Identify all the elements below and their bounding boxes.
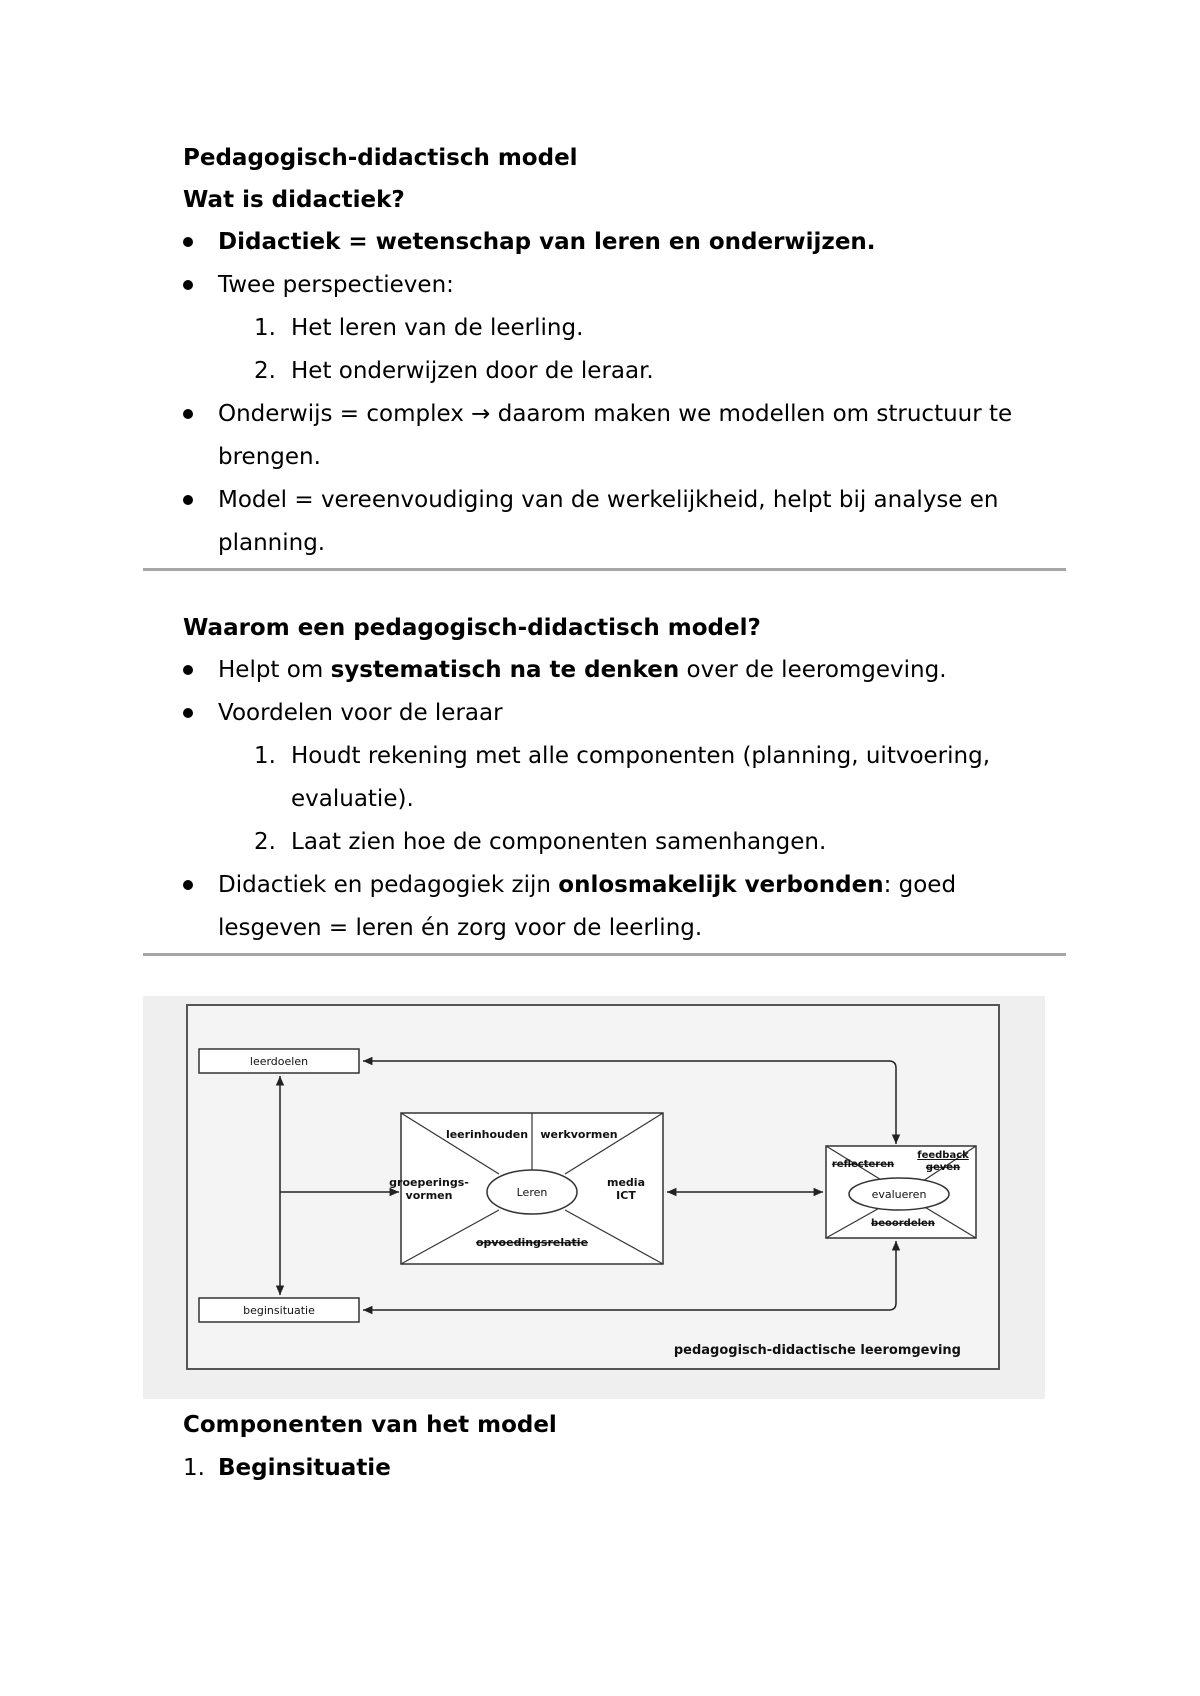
werkvormen-label: werkvormen [540, 1128, 618, 1141]
text-run: Didactiek en pedagogiek zijn [218, 872, 559, 898]
list-number: 2. [254, 358, 276, 384]
list-number: 1. [254, 315, 276, 341]
list-item: Voordelen voor de leraar [218, 700, 503, 726]
groeperingsvormen-label-2: vormen [405, 1189, 453, 1202]
bullet-icon [183, 708, 193, 718]
text-run: : goed [883, 872, 957, 898]
text-run-bold: onlosmakelijk verbonden [558, 872, 884, 898]
list-item-continuation: planning. [218, 530, 326, 556]
beoordelen-label: beoordelen [871, 1218, 935, 1229]
page-title: Pedagogisch-didactisch model [183, 145, 578, 171]
leerinhouden-label: leerinhouden [445, 1128, 529, 1141]
bullet-icon [183, 280, 193, 290]
diagram-caption: pedagogisch-didactische leeromgeving [673, 1343, 961, 1358]
list-number: 1. [183, 1455, 205, 1481]
list-item-continuation: evaluatie). [291, 786, 414, 812]
section-heading-didactiek: Wat is didactiek? [183, 187, 405, 213]
list-item [218, 654, 947, 686]
bullet-icon [183, 237, 193, 247]
reflecteren-label: reflecteren [831, 1159, 895, 1170]
media-label: media [607, 1176, 645, 1189]
bullet-icon [183, 409, 193, 419]
section-heading-waarom: Waarom een pedagogisch-didactisch model? [183, 615, 761, 641]
horizontal-rule [143, 568, 1066, 571]
feedback-label-2: geven [925, 1162, 961, 1173]
bullet-icon [183, 880, 193, 890]
list-item-continuation: lesgeven = leren én zorg voor de leerling. [218, 915, 703, 941]
text-run: over de leeromgeving. [679, 657, 947, 683]
ict-label: ICT [616, 1189, 636, 1202]
list-item: Didactiek = wetenschap van leren en onderwijzen. [218, 229, 876, 255]
text-run: Helpt om [218, 657, 331, 683]
model-diagram [143, 996, 1045, 1399]
horizontal-rule [143, 953, 1066, 956]
evalueren-label: evalueren [871, 1188, 927, 1201]
list-item: Het onderwijzen door de leraar. [291, 358, 654, 384]
section-heading-componenten: Componenten van het model [183, 1412, 557, 1438]
text-run-bold: systematisch na te denken [330, 657, 680, 683]
feedback-label-1: feedback [917, 1150, 969, 1161]
list-item: Laat zien hoe de componenten samenhangen. [291, 829, 827, 855]
opvoedingsrelatie-label: opvoedingsrelatie [475, 1236, 589, 1249]
leren-label: Leren [516, 1186, 548, 1199]
list-item: Model = vereenvoudiging van de werkelijkheid, helpt bij analyse en [218, 487, 999, 513]
list-item-continuation: brengen. [218, 444, 321, 470]
bullet-icon [183, 495, 193, 505]
model-diagram-figure [143, 996, 1045, 1399]
list-number: 2. [254, 829, 276, 855]
beginsituatie-label: beginsituatie [243, 1304, 315, 1317]
list-item: Het leren van de leerling. [291, 315, 584, 341]
list-item [218, 869, 956, 901]
groeperingsvormen-label-1: groeperings- [389, 1176, 469, 1189]
list-number: 1. [254, 743, 276, 769]
leerdoelen-label: leerdoelen [249, 1055, 309, 1068]
list-item: Houdt rekening met alle componenten (planning, uitvoering, [291, 743, 991, 769]
list-item: Beginsituatie [218, 1455, 391, 1481]
list-item: Onderwijs = complex → daarom maken we modellen om structuur te [218, 401, 1013, 427]
list-item: Twee perspectieven: [218, 272, 454, 298]
bullet-icon [183, 665, 193, 675]
